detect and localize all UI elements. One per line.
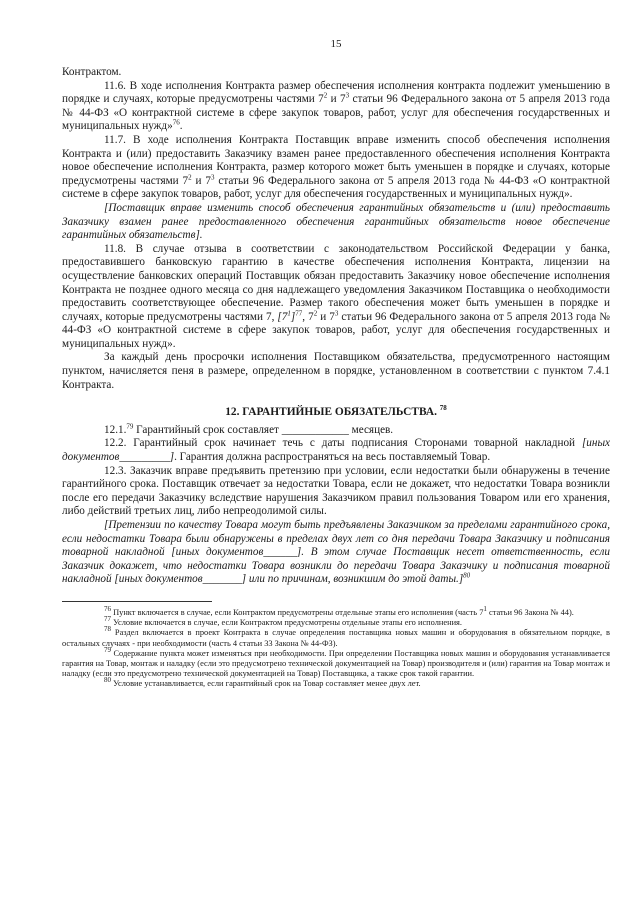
document-body bbox=[62, 66, 610, 587]
footnote-separator bbox=[62, 601, 212, 602]
page-number: 15 bbox=[330, 38, 342, 50]
footnote-77: $^{77}$ Условие включается в случае, если Контрактом предусмотрены отдельные этапы его исполнения. bbox=[104, 615, 463, 628]
paragraph-11-6: 11.6. В ходе исполнения Контракта размер обеспечения исполнения контракта подлежит уменьшению в порядке и случаях, которые предусмотрены частями $7^2$ и $7^3$ статьи 96 Федерального закона от 5 апреля 2013 года № 44-ФЗ «О контрактной системе в сфере закупок товаров, работ, услуг для обеспечения государственных и муниципальных нужд»$^{76}$. bbox=[62, 79, 610, 133]
footnotes bbox=[62, 605, 610, 690]
paragraph-11-7-optional: [Поставщик вправе изменить способ обеспечения гарантийных обязательств и (или) предоставить Заказчику взамен ранее предоставленного обеспечения гарантийных обязательств новое обеспечение гарантийных обязательств]. bbox=[62, 201, 610, 242]
document-page bbox=[62, 38, 610, 690]
footnote-ref-77: 77 bbox=[295, 308, 303, 317]
section-12-heading: 12. ГАРАНТИЙНЫЕ ОБЯЗАТЕЛЬСТВА. $^{78}$ bbox=[225, 404, 447, 419]
paragraph-penalty: За каждый день просрочки исполнения Поставщиком обязательства, предусмотренного настоящим пунктом, начисляется пеня в размере, определенном в порядке, установленном в соответствии с пунктом 7.4.1 Контракта. bbox=[62, 351, 610, 391]
footnote-76: $^{76}$ Пункт включается в случае, если Контрактом предусмотрены отдельные этапы его исполнения (часть $7^1$ статьи 96 Закона № 44). bbox=[104, 605, 574, 617]
paragraph-12-1: 12.1.79 Гарантийный срок составляет ____________ месяцев. bbox=[104, 422, 394, 436]
paragraph-continuation: Контрактом. bbox=[62, 66, 122, 78]
footnote-79: $^{79}$ Содержание пункта может изменяться при необходимости. При определении Поставщика новых машин и оборудования устанавливается гарантия на Товар, монтаж и наладку (если это предусмотрено технической документацией на Товар) производителя и (или) гарантия на Товар монтаж и наладку (если это предусмотрено технической документацией на Товар) Поставщика, а также срок такой гарантии. bbox=[62, 645, 610, 679]
footnote-80: $^{80}$ Условие устанавливается, если гарантийный срок на Товар составляет менее двух лет. bbox=[104, 676, 421, 689]
footnote-ref-76: 76 bbox=[172, 118, 180, 127]
footnote-ref-78: 78 bbox=[439, 404, 447, 413]
footnote-ref-80: 80 bbox=[463, 571, 471, 580]
footnote-ref-79: 79 bbox=[126, 422, 134, 431]
paragraph-11-7: 11.7. В ходе исполнения Контракта Поставщик вправе изменить способ обеспечения исполнения Контракта и (или) предоставить Заказчику взамен ранее предоставленного обеспечения исполнения Контракта новое обеспечение исполнения Контракта, размер которого может быть уменьшен в порядке и случаях, которые предусмотрены частями $7^2$ и $7^3$ статьи 96 Федерального закона от 5 апреля 2013 года № 44-ФЗ «О контрактной системе в сфере закупок товаров, работ, услуг для обеспечения государственных и муниципальных нужд». bbox=[62, 133, 610, 201]
paragraph-claims-optional: [Претензии по качеству Товара могут быть предъявлены Заказчиком за пределами гарантийного срока, если недостатки Товара были обнаружены в пределах двух лет со дня передачи Товара Заказчику и подписания товарной накладной [иных документов______]. В этом случае Поставщик несет ответственность, если Заказчик докажет, что недостатки Товара возникли до передачи Товара Заказчику и подписания товарной накладной [иных документов_______] или по причинам, возникшим до этой даты.]$^{80}$ bbox=[62, 519, 610, 586]
paragraph-12-3: 12.3. Заказчик вправе предъявить претензию при условии, если недостатки были обнаружены в течение гарантийного срока. Поставщик отвечает за недостатки Товара, если не докажет, что недостатки Товара возникли после его передачи Заказчику вследствие нарушения Заказчиком правил пользования Товаром или его хранения, либо действий третьих лиц, либо непреодолимой силы. bbox=[62, 464, 610, 518]
footnote-78: $^{78}$ Раздел включается в проект Контракта в случае определения поставщика новых машин и оборудования в обязательном порядке, в остальных случаях - при необходимости (часть 4 статьи 33 Закона № 44-ФЗ). bbox=[62, 625, 610, 648]
paragraph-11-8: 11.8. В случае отзыва в соответствии с законодательством Российской Федерации у банка, предоставившего банковскую гарантию в качестве обеспечения исполнения Контракта, лицензии на осуществление банковских операций Поставщик обязан предоставить Заказчику новое обеспечение исполнения Контракта не позднее одного месяца со дня надлежащего уведомления Заказчиком Поставщика о необходимости предоставить соответствующее обеспечение. Размер такого обеспечения может быть уменьшен в порядке и случаях, которые предусмотрены частями 7, $[7^1]^{77}$, $7^2$ и $7^3$ статьи 96 Федерального закона от 5 апреля 2013 года № 44-ФЗ «О контрактной системе в сфере закупок товаров, работ, услуг для обеспечения государственных и муниципальных нужд». bbox=[62, 242, 610, 350]
paragraph-12-2: 12.2. Гарантийный срок начинает течь с даты подписания Сторонами товарной накладной [иных документов_________]. Гарантия должна распространяться на весь поставляемый Товар. bbox=[62, 437, 610, 464]
